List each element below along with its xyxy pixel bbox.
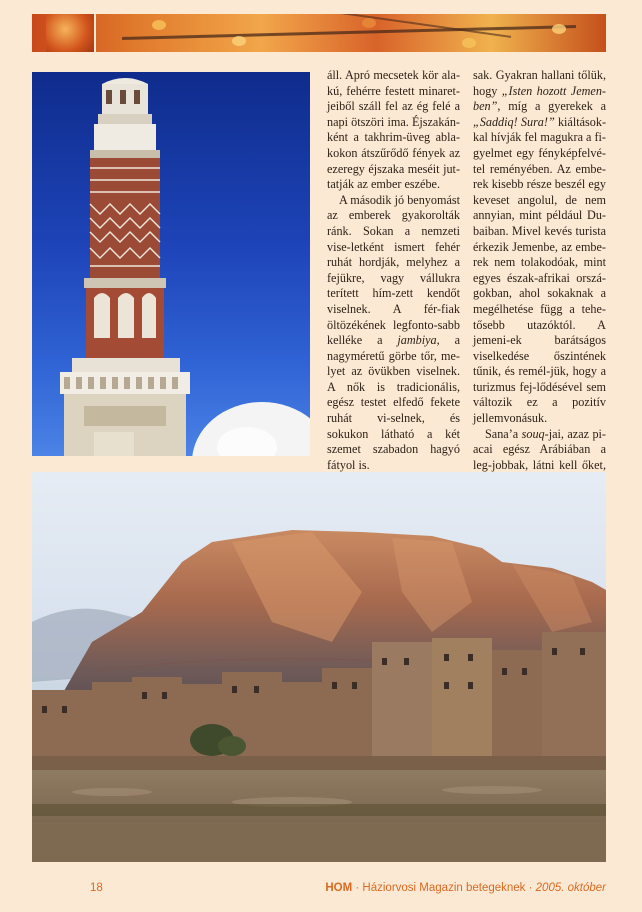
minaret-photo	[32, 72, 310, 456]
italic-term: souq	[521, 426, 545, 441]
footer-brand: HOM	[325, 882, 353, 894]
footer-title: · Háziorvosi Magazin betegeknek ·	[352, 882, 536, 894]
paragraph: áll. Apró mecsetek kör ala-kú, fehérre festett minaret-jeiből száll fel az ég felé a napi ötszöri ima. Éjszakán-ként a takhrim-üveg abla-kokon átszűrődő fények az ezeregy éjszaka meséit jut-tatják az ember eszébe.	[327, 68, 460, 192]
paragraph: Sana’a souq-jai, azaz pi-acai egész Arábiában a leg-jobbak, látni kell őket,	[473, 426, 606, 472]
page-number: 18	[90, 882, 103, 894]
paragraph: sak. Gyakran hallani tőlük, hogy „Isten hozott Jemen-ben”, míg a gyerekek a „Saddiq! Sura!” kiáltások-kal hívják fel magukra a fi-gyelmet egy fényképfelvé-tel reményében. Az embe-rek kisebb része beszél egy keveset angolul, de nem annyian, mint például Du-baiban. Mivel kevés turista érkezik Jemenbe, az embe-rek nem tolakodóak, mint egyes észak-afrikai orszá-gokban, ahol sokaknak a megélhetése függ a tehe-tősebb utazóktól. A jemeni-ek barátságos viselkedése őszintének tűnik, és remél-jük, hogy a turizmus fej-lődésével sem változik ez a pozitív jellemvonásuk.	[473, 68, 606, 426]
italic-quote: „Isten hozott Jemen-ben”	[473, 83, 606, 114]
banner-square-accent	[46, 14, 96, 52]
footer-date: 2005. október	[535, 882, 606, 894]
article-column-1	[327, 68, 460, 505]
page-footer	[32, 882, 606, 898]
banner-branch	[122, 25, 576, 40]
autumn-leaves-banner	[32, 14, 606, 52]
italic-quote: „Saddiq! Sura!”	[473, 114, 555, 129]
article-column-2	[473, 68, 606, 505]
footer-publication	[325, 882, 606, 894]
paragraph: A második jó benyomást az emberek gyakorolták ránk. Sokan a nemzeti vise-letként ismert fehér ruhát hordják, melyhez a fejükre, vagy vállukra terített hím-zett kendőt viselnek. A fér-fiak öltözékének legfonto-sabb kelléke a jambiya, a nagyméretű görbe tőr, me-lyet az övükben viselnek. A nők is tradicionális, egész testet elfedő fekete ruhát vi-selnek, és sokukon látható a két szemet szabadon hagyó fátyol is.	[327, 192, 460, 472]
italic-term: jambiya	[397, 333, 437, 348]
mountain-village-photo	[32, 472, 606, 862]
banner-branch	[313, 14, 511, 38]
